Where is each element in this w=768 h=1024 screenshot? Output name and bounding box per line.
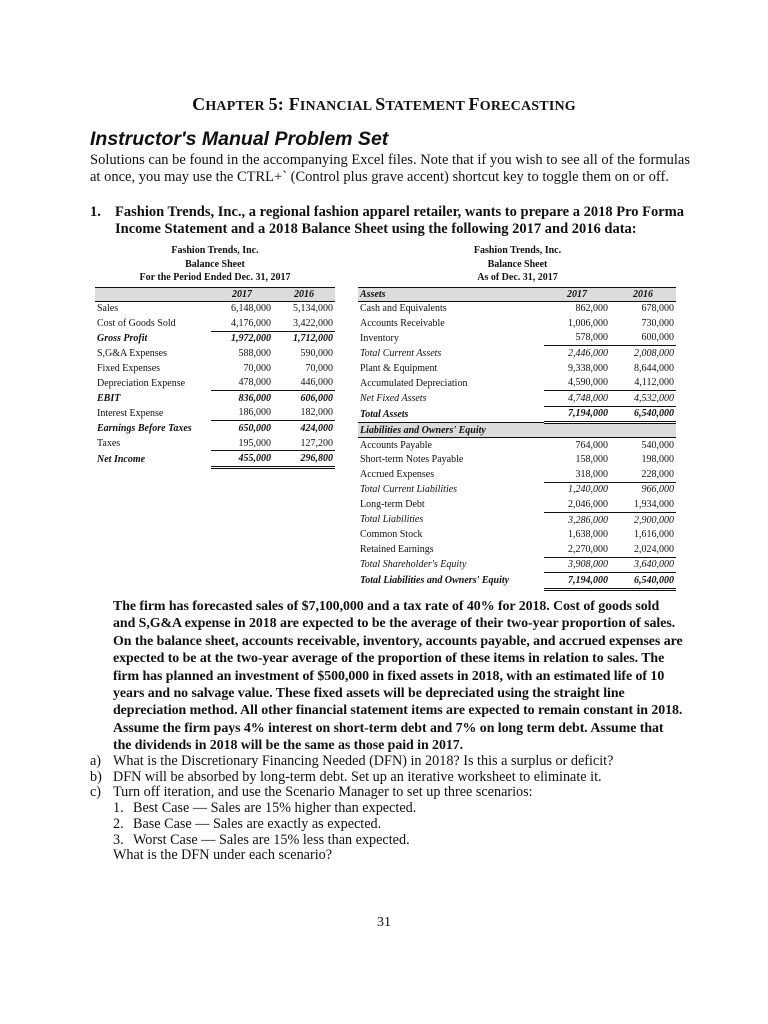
table-row (95, 346, 335, 361)
value-2016: 228,000 (610, 467, 676, 482)
value-2017: 3,908,000 (544, 557, 610, 573)
value-2016: 2,008,000 (634, 348, 674, 360)
value-2016: 2,024,000 (610, 542, 676, 557)
value-2016: 70,000 (305, 362, 333, 374)
value-2017: 158,000 (575, 454, 608, 466)
part-text: What is the Discretionary Financing Needed (DFN) in 2018? Is this a surplus or deficit? (113, 753, 614, 769)
value-2016: 424,000 (300, 423, 333, 435)
page-number: 31 (377, 915, 391, 930)
value-2017: 764,000 (575, 439, 608, 451)
value-2017: 186,000 (211, 406, 273, 421)
table-row (358, 497, 676, 512)
scenario-question: What is the DFN under each scenario? (113, 847, 333, 864)
row-label: EBIT (97, 392, 121, 404)
value-2017: 1,006,000 (568, 317, 608, 329)
row-label: Net Income (97, 453, 146, 465)
chapter-title-part: INANCIAL (299, 99, 376, 114)
table-header-row (95, 288, 335, 302)
table-row (358, 482, 676, 497)
value-2016: 1,934,000 (610, 497, 676, 512)
table-row (95, 316, 335, 331)
value-2017: 2,270,000 (544, 542, 610, 557)
table-row (95, 406, 335, 421)
scenario-text: Base Case — Sales are exactly as expected. (133, 815, 382, 832)
table-row (358, 301, 676, 316)
liabilities-header: Liabilities and Owners' Equity (358, 423, 544, 438)
row-label: Interest Expense (97, 407, 164, 419)
table-row (358, 542, 676, 557)
table-row (358, 406, 676, 423)
income-statement-table (95, 287, 335, 469)
table-header-row (358, 288, 676, 302)
intro-paragraph: Solutions can be found in the accompanying Excel files. Note that if you wish to see all of the formulas at once, you may use the CTRL+` (Control plus grave accent) shortcut key to toggle them on or off. (90, 152, 690, 185)
value-2017: 650,000 (238, 423, 271, 435)
balance-sheet-heading (360, 244, 675, 285)
value-2017: 1,972,000 (231, 333, 271, 345)
scenario-text: Worst Case — Sales are 15% less than expected. (133, 831, 410, 848)
row-label: Accounts Receivable (360, 317, 445, 329)
value-2016: 182,000 (273, 406, 335, 421)
scenario-number: 2. (113, 815, 124, 832)
table-row (358, 573, 676, 590)
value-2016: 606,000 (300, 392, 333, 404)
value-2017: 9,338,000 (568, 362, 608, 374)
table-row (358, 391, 676, 407)
value-2017: 2,446,000 (568, 348, 608, 360)
row-label: Retained Earnings (360, 543, 434, 555)
table-row (358, 437, 676, 452)
chapter-title (0, 94, 768, 115)
value-2017: 836,000 (238, 392, 271, 404)
table-row (358, 375, 676, 390)
table-row (358, 331, 676, 346)
header-cell (95, 288, 211, 302)
value-2017: 195,000 (211, 436, 273, 451)
heading-line: Balance Sheet (487, 258, 548, 270)
table-row (358, 361, 676, 376)
value-2016: 730,000 (641, 317, 674, 329)
chapter-title-part: TATEMENT (385, 99, 469, 114)
header-2017: 2017 (211, 288, 273, 302)
list-item (90, 785, 690, 801)
scenario-text: Best Case — Sales are 15% higher than expected. (133, 800, 417, 817)
heading-line: For the Period Ended Dec. 31, 2017 (139, 272, 291, 284)
row-label: Fixed Expenses (97, 362, 161, 374)
manual-title: Instructor's Manual Problem Set (90, 128, 389, 150)
table-row (95, 451, 335, 468)
value-2017: 455,000 (211, 451, 273, 468)
row-label: Total Liabilities and Owners' Equity (360, 575, 510, 587)
row-label: Gross Profit (97, 333, 148, 345)
table-row (95, 301, 335, 316)
table-row (358, 467, 676, 482)
table-row (358, 557, 676, 573)
value-2017: 2,046,000 (544, 497, 610, 512)
chapter-title-part: F (468, 94, 480, 114)
row-label: Plant & Equipment (360, 362, 438, 374)
list-item (113, 801, 690, 817)
row-label: Accrued Expenses (360, 468, 435, 480)
header-2016: 2016 (273, 288, 335, 302)
heading-line: Balance Sheet (185, 258, 245, 270)
income-statement-heading (95, 244, 335, 285)
value-2017: 70,000 (243, 362, 271, 374)
header-cell (544, 423, 610, 438)
chapter-title-part: S (375, 94, 386, 114)
scenario-list (90, 801, 690, 848)
list-item (90, 754, 690, 770)
value-2016: 600,000 (610, 331, 676, 346)
value-2016: 198,000 (641, 454, 674, 466)
row-label: Total Liabilities (360, 514, 424, 526)
table-row (95, 361, 335, 376)
value-2016: 8,644,000 (634, 362, 674, 374)
part-letter: a) (90, 753, 102, 769)
assumptions-paragraph: The firm has forecasted sales of $7,100,000 and a tax rate of 40% for 2018. Cost of goods sold and S,G&A expense in 2018 are expected to be the average of their two-year proportion of sales. On the balance sheet, accounts receivable, inventory, accounts payable, and accrued expenses are expected to be at the two-year average of the proportion of these items in relation to sales. The firm has planned an investment of $500,000 in fixed assets in 2018, with an estimated life of 10 years and no salvage value. These fixed assets will be depreciated using the straight line depreciation method. All other financial statement items are expected to remain constant in 2018. Assume the firm pays 4% interest on short-term debt and 7% on long term debt. Assume that the dividends in 2018 will be the same as those paid in 2017. (113, 599, 683, 754)
value-2017: 1,638,000 (568, 529, 608, 541)
row-label: Net Fixed Assets (360, 392, 427, 404)
value-2016: 966,000 (641, 484, 674, 496)
header-2016: 2016 (610, 288, 676, 302)
value-2016: 6,540,000 (610, 573, 676, 590)
row-label: Sales (97, 303, 119, 315)
value-2017: 1,240,000 (568, 484, 608, 496)
table-row (358, 346, 676, 361)
value-2016: 4,112,000 (610, 375, 676, 390)
table-row (358, 527, 676, 542)
header-cell (610, 423, 676, 438)
row-label: Cash and Equivalents (360, 303, 447, 315)
table-row (95, 375, 335, 390)
row-label: Depreciation Expense (97, 377, 186, 389)
chapter-title-part: F (288, 94, 300, 114)
table-header-row (358, 423, 676, 438)
chapter-title-part: 5: (268, 94, 289, 114)
value-2017: 578,000 (544, 331, 610, 346)
value-2016: 540,000 (641, 439, 674, 451)
heading-line: As of Dec. 31, 2017 (477, 272, 558, 284)
question-number: 1. (90, 204, 101, 220)
chapter-title-part: C (192, 94, 206, 114)
list-item (113, 817, 690, 833)
table-row (358, 452, 676, 467)
row-label: Total Current Liabilities (360, 484, 458, 496)
row-label: Total Current Assets (360, 347, 442, 359)
value-2016: 3,422,000 (273, 316, 335, 331)
value-2016: 6,540,000 (610, 406, 676, 423)
row-label: Accumulated Depreciation (360, 377, 468, 389)
value-2016: 446,000 (273, 375, 335, 390)
scenario-number: 3. (113, 831, 124, 848)
part-text: DFN will be absorbed by long-term debt. Set up an iterative worksheet to eliminate it. (113, 768, 602, 785)
value-2017: 862,000 (575, 303, 608, 315)
balance-sheet-table (358, 287, 676, 591)
value-2017: 4,590,000 (544, 375, 610, 390)
row-label: Inventory (360, 332, 399, 344)
row-label: Earnings Before Taxes (97, 422, 192, 434)
row-label: S,G&A Expenses (97, 348, 167, 360)
part-letter: c) (90, 784, 102, 801)
row-label: Accounts Payable (360, 439, 432, 451)
heading-line: Fashion Trends, Inc. (473, 245, 562, 256)
value-2016: 590,000 (300, 348, 333, 360)
row-label: Total Assets (360, 408, 409, 420)
value-2017: 3,286,000 (568, 514, 608, 526)
value-2016: 3,640,000 (610, 557, 676, 573)
header-2017: 2017 (544, 288, 610, 302)
value-2017: 7,194,000 (544, 406, 610, 423)
table-row (95, 331, 335, 346)
part-letter: b) (90, 768, 102, 785)
row-label: Long-term Debt (360, 499, 425, 511)
heading-line: Fashion Trends, Inc. (171, 245, 259, 256)
scenario-number: 1. (113, 800, 124, 817)
value-2016: 2,900,000 (634, 514, 674, 526)
value-2017: 4,748,000 (544, 391, 610, 407)
question-parts (90, 754, 690, 864)
row-label: Taxes (97, 437, 121, 449)
row-label: Common Stock (360, 529, 423, 541)
question-1 (90, 204, 695, 238)
value-2017: 318,000 (544, 467, 610, 482)
table-row (358, 512, 676, 527)
value-2017: 4,176,000 (211, 316, 273, 331)
row-label: Short-term Notes Payable (360, 454, 464, 466)
chapter-title-part: ORECASTING (479, 99, 576, 114)
value-2017: 588,000 (238, 348, 271, 360)
value-2016: 1,616,000 (634, 529, 674, 541)
value-2016: 1,712,000 (293, 333, 333, 345)
question-text: Fashion Trends, Inc., a regional fashion apparel retailer, wants to prepare a 2018 Pro Forma Income Statement and a 2018 Balance Sheet using the following 2017 and 2016 data: (115, 204, 685, 237)
value-2016: 296,800 (273, 451, 335, 468)
row-label: Total Shareholder's Equity (360, 559, 467, 571)
value-2017: 6,148,000 (231, 303, 271, 315)
assets-header: Assets (358, 288, 544, 302)
value-2016: 127,200 (273, 436, 335, 451)
value-2016: 4,532,000 (610, 391, 676, 407)
chapter-title-part: HAPTER (205, 99, 269, 114)
row-label: Cost of Goods Sold (97, 318, 176, 330)
list-item (90, 770, 690, 786)
value-2016: 5,134,000 (293, 303, 333, 315)
table-row (95, 421, 335, 436)
value-2017: 478,000 (211, 375, 273, 390)
value-2016: 678,000 (641, 303, 674, 315)
value-2017: 7,194,000 (544, 573, 610, 590)
table-row (95, 436, 335, 451)
part-text: Turn off iteration, and use the Scenario Manager to set up three scenarios: (113, 784, 533, 801)
table-row (358, 316, 676, 331)
table-row (95, 391, 335, 406)
list-item (113, 833, 690, 849)
